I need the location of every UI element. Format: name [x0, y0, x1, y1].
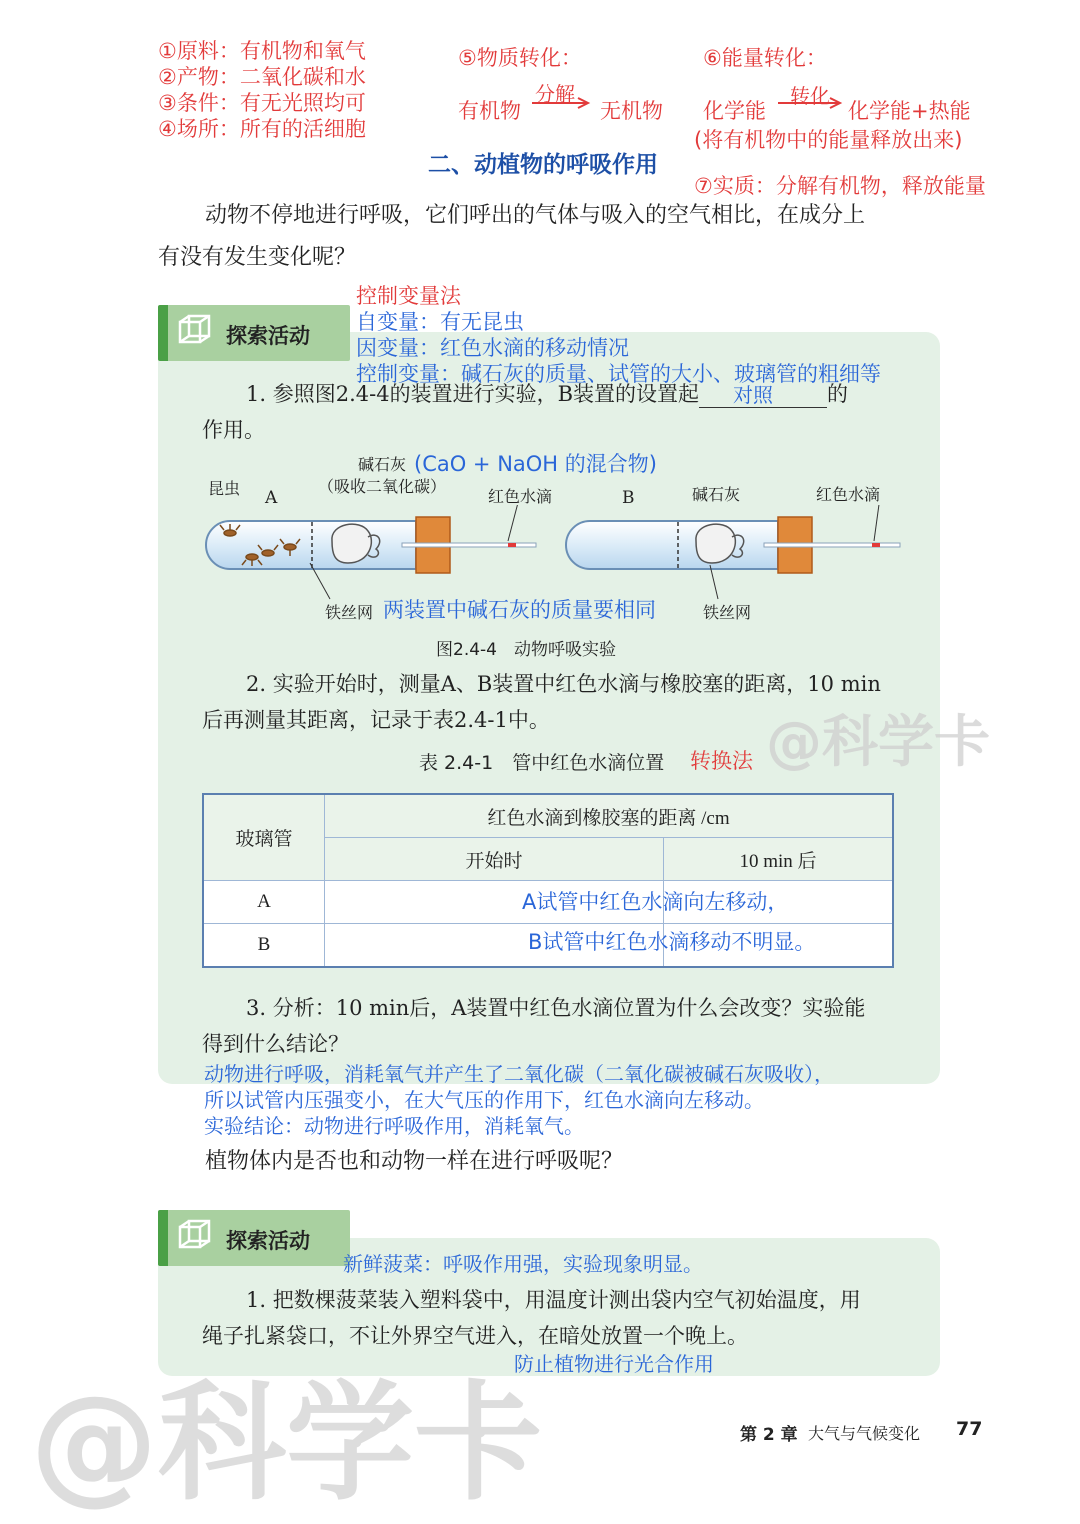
step1-text-c: 作用。: [202, 418, 265, 442]
figure-caption: 图2.4-4 动物呼吸实验: [436, 640, 616, 660]
note-material: ①原料：有机物和氧气: [158, 39, 366, 63]
table-title: 表 2.4-1 管中红色水滴位置: [419, 752, 665, 774]
plant-question: 植物体内是否也和动物一样在进行呼吸呢？: [205, 1149, 624, 1174]
right-arrow-icon: [776, 96, 846, 110]
note-energy-right: 化学能+热能: [848, 99, 971, 123]
step1-text-b: 的: [827, 382, 848, 406]
section-title: 二、动植物的呼吸作用: [428, 152, 658, 178]
note-independent-var: 自变量：有无昆虫: [356, 310, 524, 334]
note-spinach: 新鲜菠菜：呼吸作用强，实验现象明显。: [343, 1252, 703, 1276]
note-dark-place: 防止植物进行光合作用: [514, 1352, 714, 1376]
test-tube-b: [566, 517, 900, 573]
note-controlled-var: 控制变量：碱石灰的质量、试管的大小、玻璃管的粗细等: [356, 362, 881, 386]
table-cell-tube-a: A: [203, 881, 325, 924]
answer-line-2: 所以试管内压强变小，在大气压的作用下，红色水滴向左移动。: [204, 1088, 764, 1112]
note-dependent-var: 因变量：红色水滴的移动情况: [356, 336, 629, 360]
step1-blank: [699, 385, 827, 408]
respiration-apparatus-figure: [190, 505, 910, 600]
cube-icon: [176, 1218, 214, 1256]
note-product: ②产物：二氧化碳和水: [158, 65, 366, 89]
activity2-step1-line-2: 绳子扎紧袋口，不让外界空气进入，在暗处放置一个晚上。: [202, 1324, 748, 1348]
activity-tab-2: [158, 1210, 350, 1266]
table-cell-tube-b: B: [203, 924, 325, 968]
note-energy-release: (将有机物中的能量释放出来): [694, 128, 963, 152]
note-substance-right: 无机物: [600, 99, 663, 123]
activity-tab-1: [158, 305, 350, 361]
step1-text-a: 1. 参照图2.4-4的装置进行实验，B装置的设置起: [246, 382, 699, 406]
intro-line-1: 动物不停地进行呼吸，它们呼出的气体与吸入的空气相比，在成分上: [205, 203, 866, 228]
note-condition: ③条件：有无光照均可: [158, 91, 366, 115]
table-header-start: 开始时: [325, 838, 664, 881]
fig-label-A: A: [265, 488, 278, 508]
fig-label-drop-A: 红色水滴: [488, 487, 553, 506]
note-row-a: A试管中红色水滴向左移动，: [522, 890, 789, 914]
fig-label-drop-B: 红色水滴: [816, 485, 881, 504]
note-energy-arrow-label: 转化: [790, 84, 830, 108]
right-arrow-icon: [530, 96, 594, 110]
watermark-large: @科学卡: [30, 1369, 543, 1518]
intro-line-2: 有没有发生变化呢？: [158, 245, 357, 270]
table-note-conversion: 转换法: [690, 749, 753, 773]
test-tube-a: [206, 517, 536, 573]
fig-label-soda: 碱石灰: [358, 455, 407, 474]
step3-line-2: 得到什么结论？: [202, 1032, 349, 1056]
fig-label-insect: 昆虫: [208, 479, 241, 498]
activity-tab-label: 探索活动: [226, 324, 310, 348]
cube-icon: [176, 313, 214, 351]
watermark-small: @科学卡: [766, 710, 990, 775]
table-header-after: 10 min 后: [664, 838, 894, 881]
note-energy-title: ⑥能量转化：: [703, 46, 827, 70]
note-substance-title: ⑤物质转化：: [458, 46, 582, 70]
note-location: ④场所：所有的活细胞: [158, 117, 366, 141]
step1-text: [246, 378, 848, 408]
fig-label-B: B: [622, 488, 635, 508]
footer-chapter: 第 2 章: [740, 1425, 798, 1445]
fig-label-mesh-A: 铁丝网: [325, 603, 374, 622]
fig-note-same-mass: 两装置中碱石灰的质量要相同: [383, 598, 656, 622]
page-number: 77: [956, 1418, 983, 1440]
fig-label-soda-B: 碱石灰: [692, 485, 741, 504]
note-substance-left: 有机物: [458, 99, 521, 123]
fig-label-soda-note: (CaO + NaOH 的混合物): [414, 452, 657, 476]
fig-label-mesh-B: 铁丝网: [703, 603, 752, 622]
step2-line-2: 后再测量其距离，记录于表2.4-1中。: [202, 708, 550, 732]
fig-label-absorb: （吸收二氧化碳）: [318, 477, 447, 496]
footer-chapter-title: 大气与气候变化: [808, 1424, 921, 1443]
note-substance-arrow-label: 分解: [535, 82, 575, 106]
step3-line-1: 3. 分析：10 min后，A装置中红色水滴位置为什么会改变？实验能: [246, 996, 866, 1020]
table-header-tube: 玻璃管: [203, 794, 325, 881]
activity2-step1-line-1: 1. 把数棵菠菜装入塑料袋中，用温度计测出袋内空气初始温度，用: [246, 1288, 861, 1312]
step1-fill: 对照: [733, 383, 773, 407]
step2-line-1: 2. 实验开始时，测量A、B装置中红色水滴与橡胶塞的距离，10 min: [246, 672, 881, 696]
note-control-method: 控制变量法: [356, 284, 461, 308]
table-header-distance: 红色水滴到橡胶塞的距离 /cm: [325, 794, 894, 838]
note-energy-left: 化学能: [703, 99, 766, 123]
notes-col1: [158, 38, 366, 142]
note-essence: ⑦实质：分解有机物，释放能量: [694, 174, 986, 198]
answer-line-1: 动物进行呼吸，消耗氧气并产生了二氧化碳（二氧化碳被碱石灰吸收），: [204, 1062, 834, 1086]
activity-tab-label: 探索活动: [226, 1229, 310, 1253]
answer-line-3: 实验结论：动物进行呼吸作用，消耗氧气。: [204, 1114, 584, 1138]
note-row-b: B试管中红色水滴移动不明显。: [528, 930, 816, 954]
